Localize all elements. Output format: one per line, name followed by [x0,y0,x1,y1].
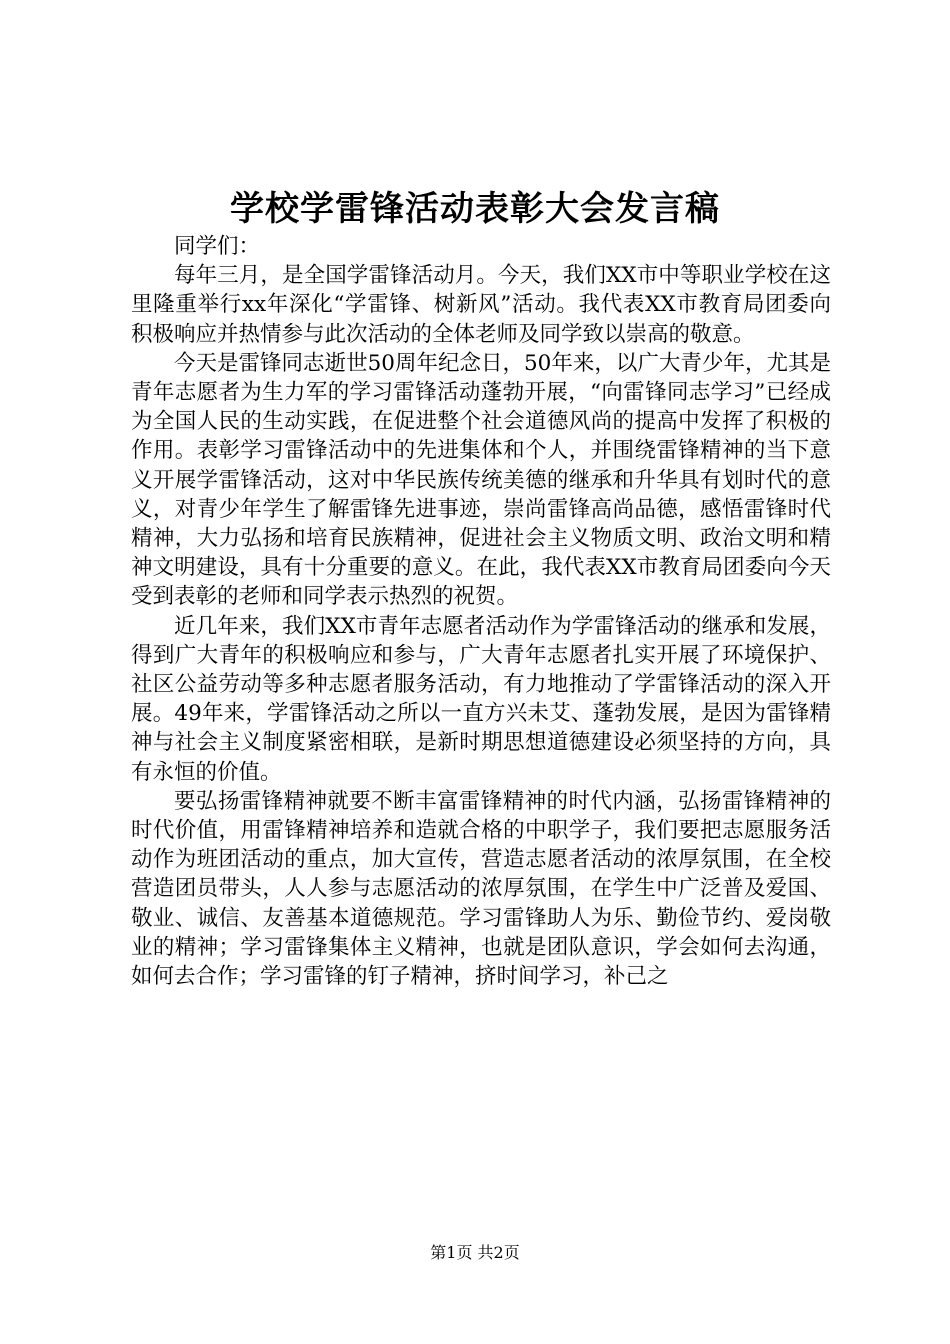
body-paragraph: 近几年来，我们XX市青年志愿者活动作为学雷锋活动的继承和发展，得到广大青年的积极响应和参与，广大青年志愿者扎实开展了环境保护、社区公益劳动等多种志愿者服务活动，有力地推动了学雷锋活动的深入开展。49年来，学雷锋活动之所以一直方兴未艾、蓬勃发展，是因为雷锋精神与社会主义制度紧密相联，是新时期思想道德建设必须坚持的方向，具有永恒的价值。 [131,613,831,785]
document-body [131,232,831,991]
body-paragraph: 要弘扬雷锋精神就要不断丰富雷锋精神的时代内涵，弘扬雷锋精神的时代价值，用雷锋精神培养和造就合格的中职学子，我们要把志愿服务活动作为班团活动的重点，加大宣传，营造志愿者活动的浓厚氛围，在全校营造团员带头，人人参与志愿活动的浓厚氛围，在学生中广泛普及爱国、敬业、诚信、友善基本道德规范。学习雷锋助人为乐、勤俭节约、爱岗敬业的精神；学习雷锋集体主义精神，也就是团队意识，学会如何去沟通，如何去合作；学习雷锋的钉子精神，挤时间学习，补己之 [131,788,831,990]
document-title: 学校学雷锋活动表彰大会发言稿 [230,189,720,229]
salutation-paragraph: 同学们： [174,234,261,259]
body-paragraph: 今天是雷锋同志逝世50周年纪念日，50年来，以广大青少年，尤其是青年志愿者为生力军的学习雷锋活动蓬勃开展，“向雷锋同志学习”已经成为全国人民的生动实践，在促进整个社会道德风尚的提高中发挥了积极的作用。表彰学习雷锋活动中的先进集体和个人，并围绕雷锋精神的当下意义开展学雷锋活动，这对中华民族传统美德的继承和升华具有划时代的意义，对青少年学生了解雷锋先进事迹，崇尚雷锋高尚品德，感悟雷锋时代精神，大力弘扬和培育民族精神，促进社会主义物质文明、政治文明和精神文明建设，具有十分重要的意义。在此，我代表XX市教育局团委向今天受到表彰的老师和同学表示热烈的祝贺。 [131,350,831,610]
body-paragraph: 每年三月，是全国学雷锋活动月。今天，我们XX市中等职业学校在这里隆重举行xx年深化“学雷锋、树新风”活动。我代表XX市教育局团委向积极响应并热情参与此次活动的全体老师及同学致以崇高的敬意。 [131,263,831,347]
page-number-footer: 第1页 共2页 [430,1243,520,1262]
